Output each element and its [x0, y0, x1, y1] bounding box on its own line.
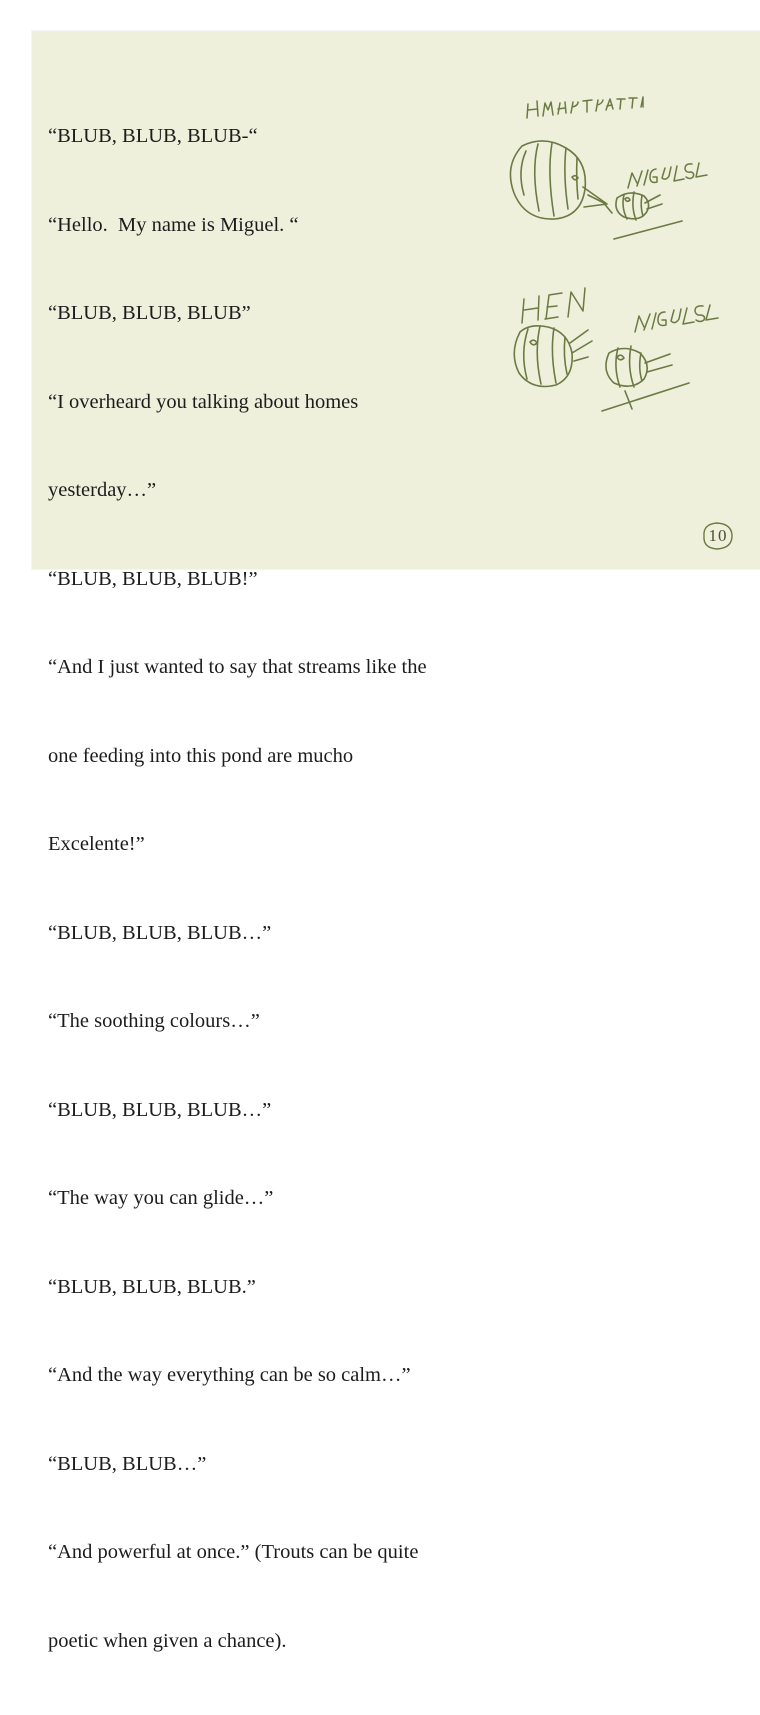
- text-line: “BLUB, BLUB, BLUB-“: [48, 125, 258, 147]
- sketch-label-miguel-bottom: [635, 305, 718, 332]
- text-line: Excelente!”: [48, 833, 145, 855]
- sketch-svg: [484, 91, 754, 511]
- sketch-miguel-bottom: [602, 346, 689, 411]
- sketch-henrietta-tail: [583, 187, 612, 213]
- text-line: “And the way everything can be so calm…”: [48, 1364, 411, 1386]
- story-text-block: [48, 63, 478, 1715]
- text-line: “BLUB, BLUB, BLUB…”: [48, 921, 272, 944]
- text-line: poetic when given a chance).: [48, 1629, 287, 1652]
- text-line: “And I just wanted to say that streams like the: [48, 656, 427, 678]
- text-line: one feeding into this pond are mucho: [48, 744, 354, 767]
- page-number-value: 10: [708, 526, 728, 545]
- text-line: “The way you can glide…”: [48, 1187, 274, 1209]
- text-line: “And powerful at once.” (Trouts can be quite: [48, 1541, 419, 1563]
- slide-panel: [32, 31, 760, 1652]
- sketch-label-henrietta: [527, 97, 643, 118]
- text-line: “BLUB, BLUB, BLUB.”: [48, 1275, 256, 1298]
- text-line: “I overheard you talking about homes: [48, 390, 359, 413]
- sketch-label-miguel-top: [628, 163, 707, 188]
- text-line: yesterday…”: [48, 479, 157, 501]
- text-line: “Hello. My name is Miguel. “: [48, 213, 299, 236]
- hand-drawn-sketches: [484, 91, 754, 511]
- sketch-henrietta-body: [510, 141, 585, 219]
- text-line: “BLUB, BLUB, BLUB!”: [48, 567, 258, 590]
- text-line: “BLUB, BLUB, BLUB”: [48, 302, 251, 324]
- text-line: “BLUB, BLUB…”: [48, 1452, 207, 1475]
- page-number: [698, 519, 738, 553]
- sketch-miguel-top: [614, 192, 682, 239]
- text-line: “The soothing colours…”: [48, 1010, 260, 1032]
- sketch-label-hen: [522, 288, 585, 323]
- sketch-hen-body-bottom: [514, 326, 592, 387]
- text-line: “BLUB, BLUB, BLUB…”: [48, 1098, 272, 1121]
